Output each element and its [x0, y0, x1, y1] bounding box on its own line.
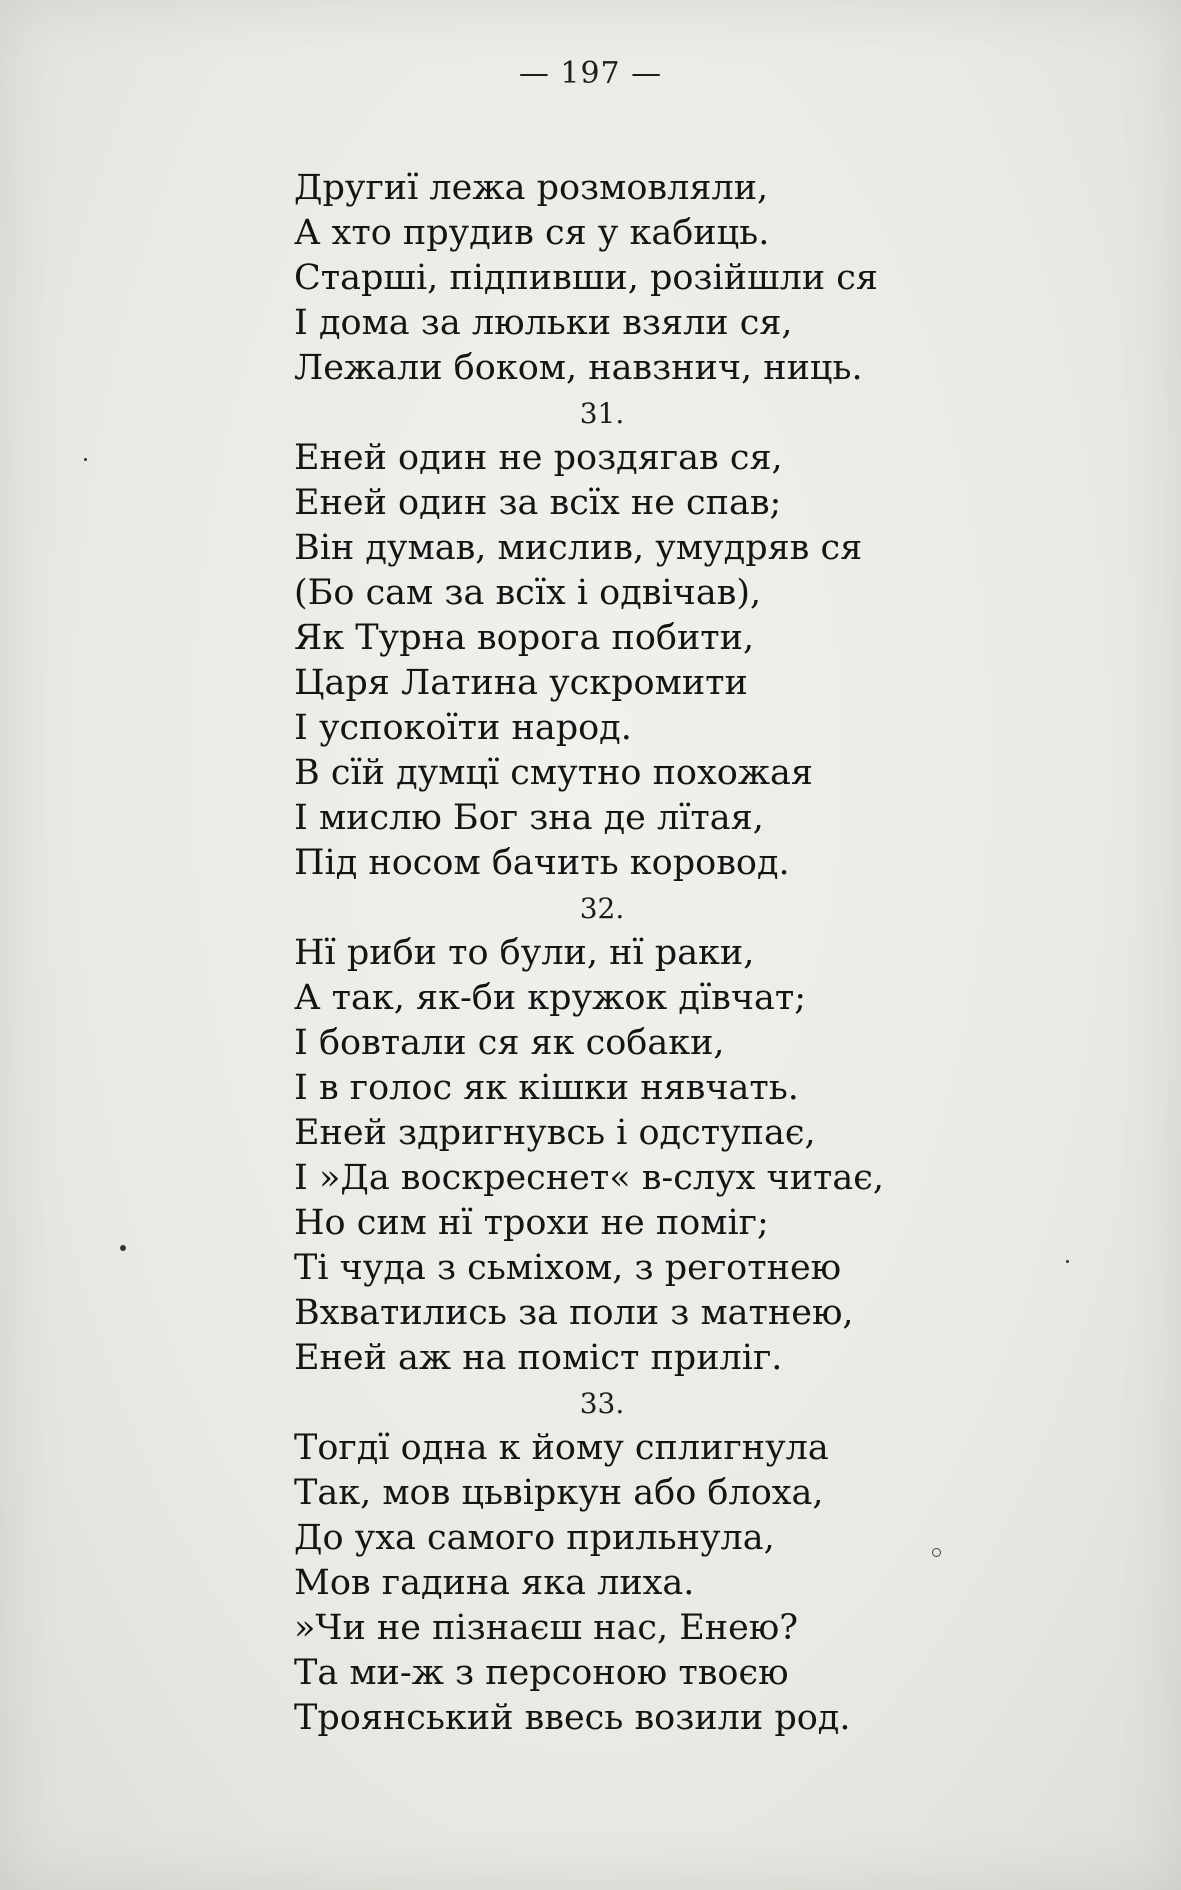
verse-line: Еней один не роздягав ся,: [294, 438, 783, 478]
verse-line: Так, мов цьвіркун або блоха,: [294, 1473, 824, 1513]
verse-line: До уха самого прильнула,: [294, 1518, 775, 1558]
verse-line: Старші, підпивши, розійшли ся: [294, 258, 878, 298]
paper-speck: [120, 1245, 126, 1251]
verse-line: Вхватились за поли з матнею,: [294, 1293, 854, 1333]
stanza-number: 33.: [579, 1387, 625, 1420]
verse-line: Еней один за всїх не спав;: [294, 483, 782, 523]
verse-line: І »Да воскреснет« в-слух читає,: [294, 1158, 884, 1198]
paper-speck: [932, 1548, 941, 1557]
verse-line: І успокоїти народ.: [294, 708, 632, 748]
verse-line: Но сим нї трохи не поміг;: [294, 1203, 769, 1243]
verse-line: І дома за люльки взяли ся,: [294, 303, 793, 343]
verse-line: А так, як-би кружок дївчат;: [294, 978, 807, 1018]
verse-line: Та ми-ж з персоною твоєю: [294, 1653, 789, 1693]
verse-line: Він думав, мислив, умудряв ся: [294, 528, 863, 568]
verse-line: І бовтали ся як собаки,: [294, 1023, 725, 1063]
verse-line: Царя Латина ускромити: [294, 663, 748, 703]
verse-line: Троянський ввесь возили род.: [294, 1698, 851, 1738]
verse-line: І в голос як кішки нявчать.: [294, 1068, 799, 1108]
verse-line: Лежали боком, навзнич, ниць.: [294, 348, 863, 388]
verse-line: А хто прудив ся у кабиць.: [294, 213, 770, 253]
verse-line: Еней аж на поміст приліг.: [294, 1338, 783, 1378]
verse-line: Другиї лежа розмовляли,: [294, 168, 769, 208]
verse-line: »Чи не пізнаєш нас, Енею?: [294, 1608, 799, 1648]
page-number: — 197 —: [518, 56, 663, 91]
verse-line: Ті чуда з сьміхом, з реготнею: [294, 1248, 842, 1288]
verse-line: Мов гадина яка лиха.: [294, 1563, 695, 1603]
verse-line: Еней здригнувсь і одступає,: [294, 1113, 816, 1153]
stanza-number: 31.: [579, 397, 625, 430]
verse-line: Нї риби то були, нї раки,: [294, 933, 755, 973]
verse-line: І мислю Бог зна де лїтая,: [294, 798, 764, 838]
verse-line: В сїй думцї смутно похожая: [294, 753, 813, 793]
verse-line: Під носом бачить коровод.: [294, 843, 790, 883]
stanza-number: 32.: [579, 892, 625, 925]
verse-line: Тогдї одна к йому сплигнула: [294, 1428, 829, 1468]
verse-line: (Бо сам за всїх і одвічав),: [294, 573, 762, 613]
verse-line: Як Турна ворога побити,: [294, 618, 755, 658]
poem-text: [294, 166, 994, 1741]
paper-speck: [84, 458, 87, 461]
paper-speck: [1066, 1260, 1069, 1263]
